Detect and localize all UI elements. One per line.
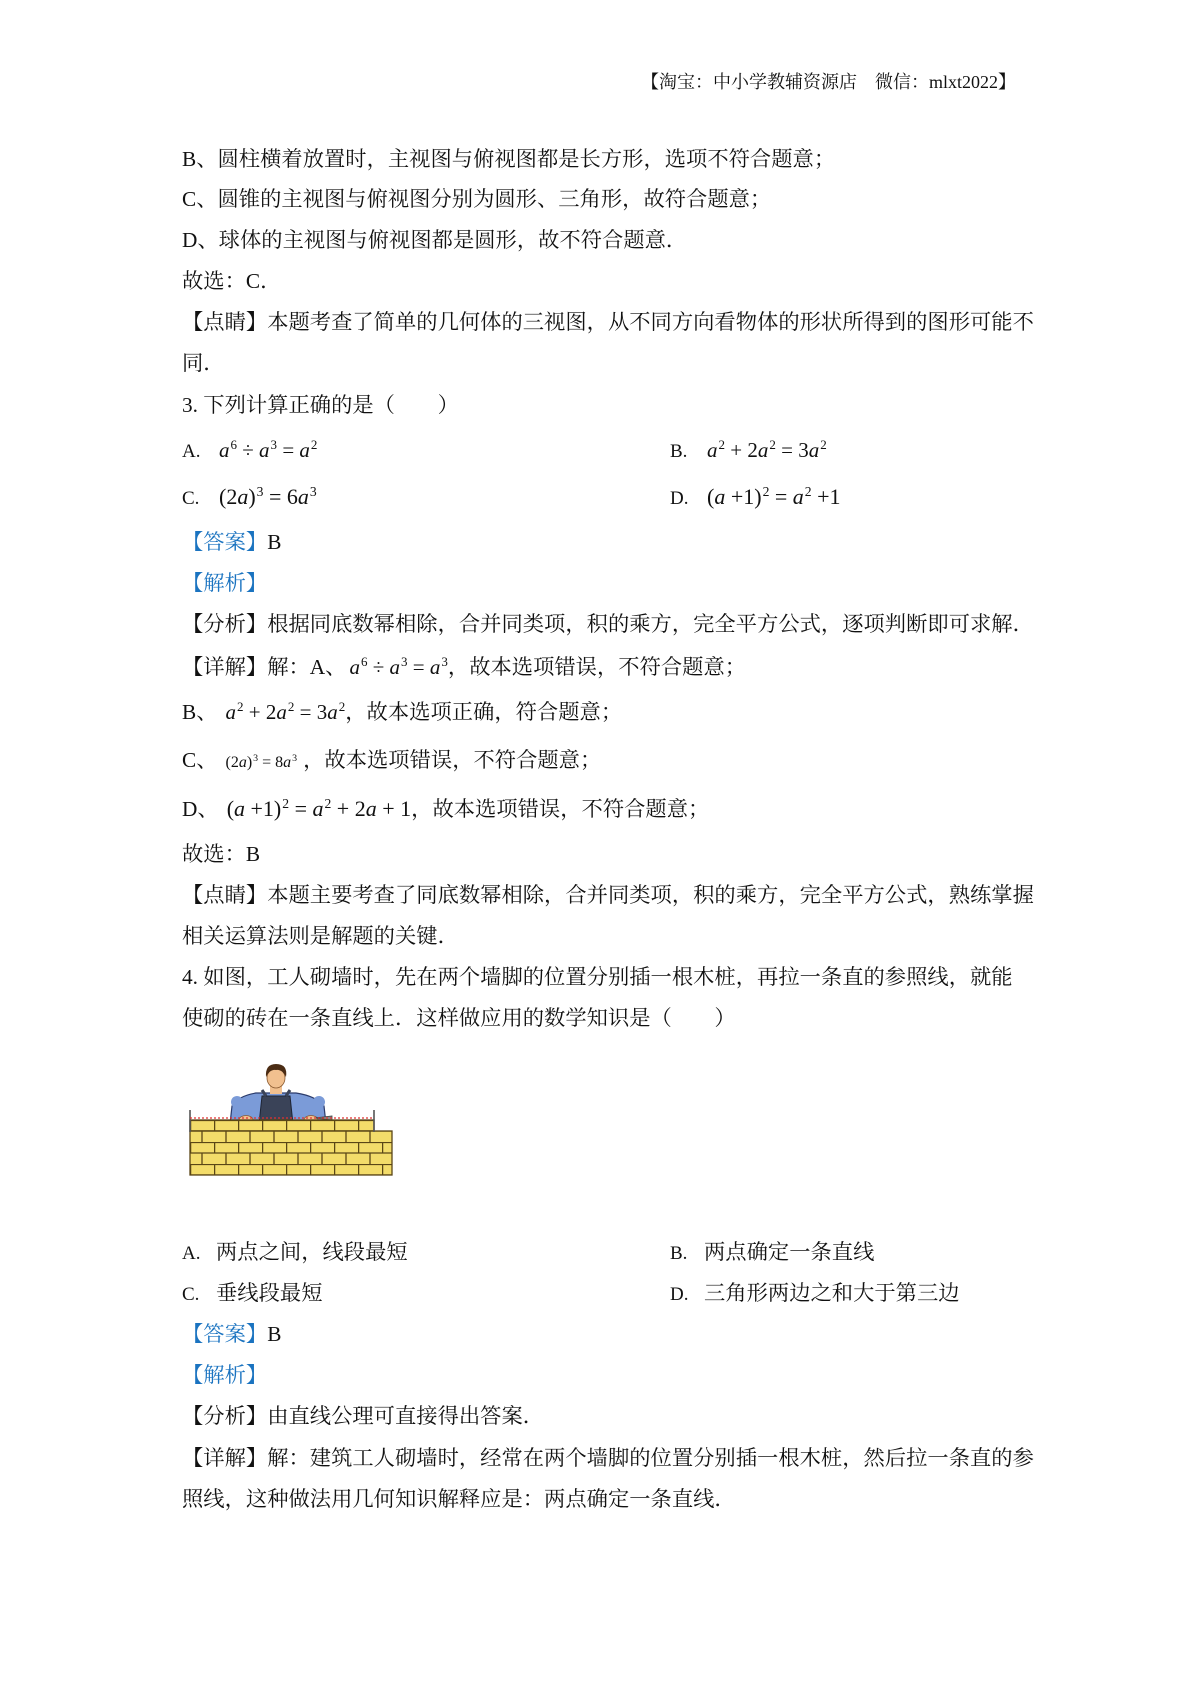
math-variable: a bbox=[389, 655, 401, 679]
math-variable: a bbox=[237, 484, 249, 509]
math-symbol: + 1 bbox=[376, 796, 412, 821]
math-superscript: 2 bbox=[762, 483, 770, 499]
option-label: A. bbox=[182, 441, 201, 462]
q3-comment-line-1: 【点睛】本题主要考查了同底数幂相除，合并同类项，积的乘方，完全平方公式，熟练掌握 bbox=[182, 883, 1034, 907]
q2-detail-line-d: D、球体的主视图与俯视图都是圆形，故不符合题意． bbox=[182, 228, 688, 252]
math-symbol: ( bbox=[226, 796, 235, 821]
math-symbol: + 2 bbox=[725, 438, 758, 462]
answer-value: B bbox=[267, 530, 282, 554]
brick-wall bbox=[190, 1120, 392, 1175]
q3-option-b bbox=[670, 435, 827, 465]
math-symbol: = bbox=[289, 796, 313, 821]
math-symbol: ÷ bbox=[367, 655, 390, 679]
math-symbol: = bbox=[407, 655, 430, 679]
detail-suffix: ，故本选项错误，不符合题意； bbox=[411, 797, 710, 821]
math-variable: a bbox=[225, 700, 237, 724]
math-variable: a bbox=[276, 700, 287, 724]
option-text: 三角形两边之和大于第三边 bbox=[704, 1281, 960, 1305]
q4-detail-line-1: 【详解】解：建筑工人砌墙时，经常在两个墙脚的位置分别插一根木桩，然后拉一条直的参 bbox=[182, 1446, 1034, 1470]
math-symbol: (2 bbox=[219, 484, 238, 509]
math-superscript: 2 bbox=[287, 698, 295, 714]
math-variable: a bbox=[365, 796, 377, 821]
math-variable: a bbox=[707, 438, 718, 462]
detail-prefix: D、 bbox=[182, 797, 219, 821]
q3-detail-c bbox=[182, 745, 601, 775]
math-symbol: ( bbox=[707, 484, 715, 509]
math-symbol: (2 bbox=[225, 754, 239, 771]
math-superscript: 3 bbox=[401, 653, 408, 669]
math-variable: a bbox=[234, 796, 246, 821]
q3-option-d bbox=[670, 482, 841, 512]
option-label: D. bbox=[670, 1284, 689, 1305]
math-variable: a bbox=[429, 655, 441, 679]
math-variable: a bbox=[297, 484, 309, 509]
q4-option-a bbox=[182, 1237, 408, 1267]
q4-option-d bbox=[670, 1278, 960, 1308]
math-superscript: 3 bbox=[292, 752, 298, 764]
option-text: 两点确定一条直线 bbox=[704, 1240, 875, 1264]
math-superscript: 2 bbox=[820, 436, 827, 452]
q3-detail-a bbox=[182, 652, 746, 682]
q4-answer bbox=[182, 1319, 281, 1349]
math-superscript: 2 bbox=[338, 698, 346, 714]
math-superscript: 2 bbox=[237, 698, 244, 714]
option-label: C. bbox=[182, 1284, 200, 1305]
math-expression bbox=[219, 484, 317, 509]
option-label: C. bbox=[182, 488, 200, 509]
answer-tag: 【答案】 bbox=[182, 530, 268, 554]
math-variable: a bbox=[792, 484, 804, 509]
worker-figure bbox=[230, 1064, 332, 1125]
detail-suffix: ，故本选项错误，不符合题意； bbox=[447, 655, 747, 679]
q3-comment-line-2: 相关运算法则是解题的关键． bbox=[182, 924, 459, 948]
q3-detail-b bbox=[182, 697, 622, 727]
q2-comment-line-2: 同． bbox=[182, 351, 225, 375]
q4-option-b bbox=[670, 1237, 874, 1267]
math-superscript: 3 bbox=[253, 752, 259, 764]
math-symbol: = bbox=[769, 484, 793, 509]
detail-suffix: ，故本选项错误，不符合题意； bbox=[303, 748, 602, 772]
math-superscript: 2 bbox=[718, 436, 726, 452]
math-symbol: ) bbox=[246, 754, 253, 771]
math-superscript: 3 bbox=[270, 436, 278, 452]
q3-analysis: 【分析】根据同底数幂相除，合并同类项，积的乘方，完全平方公式，逐项判断即可求解． bbox=[182, 612, 1034, 636]
math-symbol: = 6 bbox=[263, 484, 298, 509]
math-variable: a bbox=[219, 438, 230, 462]
answer-tag: 【答案】 bbox=[182, 1322, 268, 1346]
q2-detail-line-c: C、圆锥的主视图与俯视图分别为圆形、三角形，故符合题意； bbox=[182, 187, 772, 211]
math-superscript: 3 bbox=[256, 483, 264, 499]
math-symbol: + 2 bbox=[243, 700, 277, 724]
q3-option-a bbox=[182, 435, 317, 465]
math-symbol: = bbox=[277, 438, 300, 462]
answer-value: B bbox=[267, 1322, 282, 1346]
math-expression bbox=[219, 438, 317, 462]
math-variable: a bbox=[283, 754, 292, 771]
math-variable: a bbox=[808, 438, 820, 462]
option-label: B. bbox=[670, 441, 688, 462]
q4-stem-line-1: 4. 如图，工人砌墙时，先在两个墙脚的位置分别插一根木桩，再拉一条直的参照线，就能 bbox=[182, 965, 1013, 989]
option-label: A. bbox=[182, 1243, 201, 1264]
math-variable: a bbox=[714, 484, 726, 509]
math-superscript: 3 bbox=[309, 483, 317, 499]
math-superscript: 2 bbox=[310, 436, 318, 452]
math-variable: a bbox=[299, 438, 310, 462]
math-superscript: 2 bbox=[282, 795, 290, 811]
math-superscript: 2 bbox=[769, 436, 776, 452]
q4-stem-line-2: 使砌的砖在一条直线上．这样做应用的数学知识是（ ） bbox=[182, 1006, 736, 1030]
q3-stem: 3. 下列计算正确的是（ ） bbox=[182, 393, 459, 417]
q3-detail-d bbox=[182, 794, 709, 824]
option-text: 垂线段最短 bbox=[216, 1281, 323, 1305]
detail-prefix: 【详解】解：A、 bbox=[182, 655, 347, 679]
math-expression bbox=[227, 796, 411, 821]
math-symbol: +1) bbox=[245, 796, 282, 821]
q2-comment-line-1: 【点睛】本题考查了简单的几何体的三视图，从不同方向看物体的形状所得到的图形可能不 bbox=[182, 310, 1034, 334]
math-superscript: 3 bbox=[441, 653, 448, 669]
math-variable: a bbox=[349, 655, 360, 679]
q2-conclusion: 故选：C． bbox=[182, 269, 282, 293]
math-expression bbox=[349, 655, 447, 679]
option-label: B. bbox=[670, 1243, 688, 1264]
math-symbol: = 3 bbox=[775, 438, 809, 462]
math-variable: a bbox=[259, 438, 270, 462]
q4-detail-line-2: 照线，这种做法用几何知识解释应是：两点确定一条直线． bbox=[182, 1487, 736, 1511]
math-symbol: = 8 bbox=[258, 754, 284, 771]
detail-prefix: C、 bbox=[182, 748, 218, 772]
math-expression bbox=[707, 484, 841, 509]
bricklayer-illustration bbox=[186, 1060, 400, 1182]
math-superscript: 2 bbox=[804, 483, 812, 499]
q3-option-c bbox=[182, 482, 317, 512]
q4-option-c bbox=[182, 1278, 323, 1308]
q2-detail-line-b: B、圆柱横着放置时，主视图与俯视图都是长方形，选项不符合题意； bbox=[182, 147, 836, 171]
q3-analysis-tag: 【解析】 bbox=[182, 571, 268, 595]
math-variable: a bbox=[312, 796, 324, 821]
q3-conclusion: 故选：B bbox=[182, 842, 261, 866]
q4-analysis-tag: 【解析】 bbox=[182, 1363, 268, 1387]
math-symbol: + 2 bbox=[331, 796, 366, 821]
page-header-watermark: 【淘宝：中小学教辅资源店 微信：mlxt2022】 bbox=[640, 72, 1016, 92]
math-expression bbox=[226, 700, 346, 724]
math-superscript: 2 bbox=[324, 795, 332, 811]
math-symbol: = 3 bbox=[294, 700, 328, 724]
detail-suffix: ，故本选项正确，符合题意； bbox=[345, 700, 623, 724]
q3-answer bbox=[182, 527, 281, 557]
math-expression bbox=[707, 438, 827, 462]
math-expression bbox=[226, 754, 298, 771]
math-symbol: +1 bbox=[811, 484, 841, 509]
q4-analysis: 【分析】由直线公理可直接得出答案． bbox=[182, 1404, 545, 1428]
math-symbol: ) bbox=[248, 484, 256, 509]
option-text: 两点之间，线段最短 bbox=[216, 1240, 408, 1264]
math-superscript: 6 bbox=[230, 436, 238, 452]
math-variable: a bbox=[757, 438, 769, 462]
math-superscript: 6 bbox=[360, 653, 368, 669]
math-symbol: ÷ bbox=[237, 438, 260, 462]
detail-prefix: B、 bbox=[182, 700, 218, 724]
option-label: D. bbox=[670, 488, 689, 509]
math-symbol: +1) bbox=[725, 484, 762, 509]
math-variable: a bbox=[327, 700, 338, 724]
math-variable: a bbox=[238, 754, 247, 771]
